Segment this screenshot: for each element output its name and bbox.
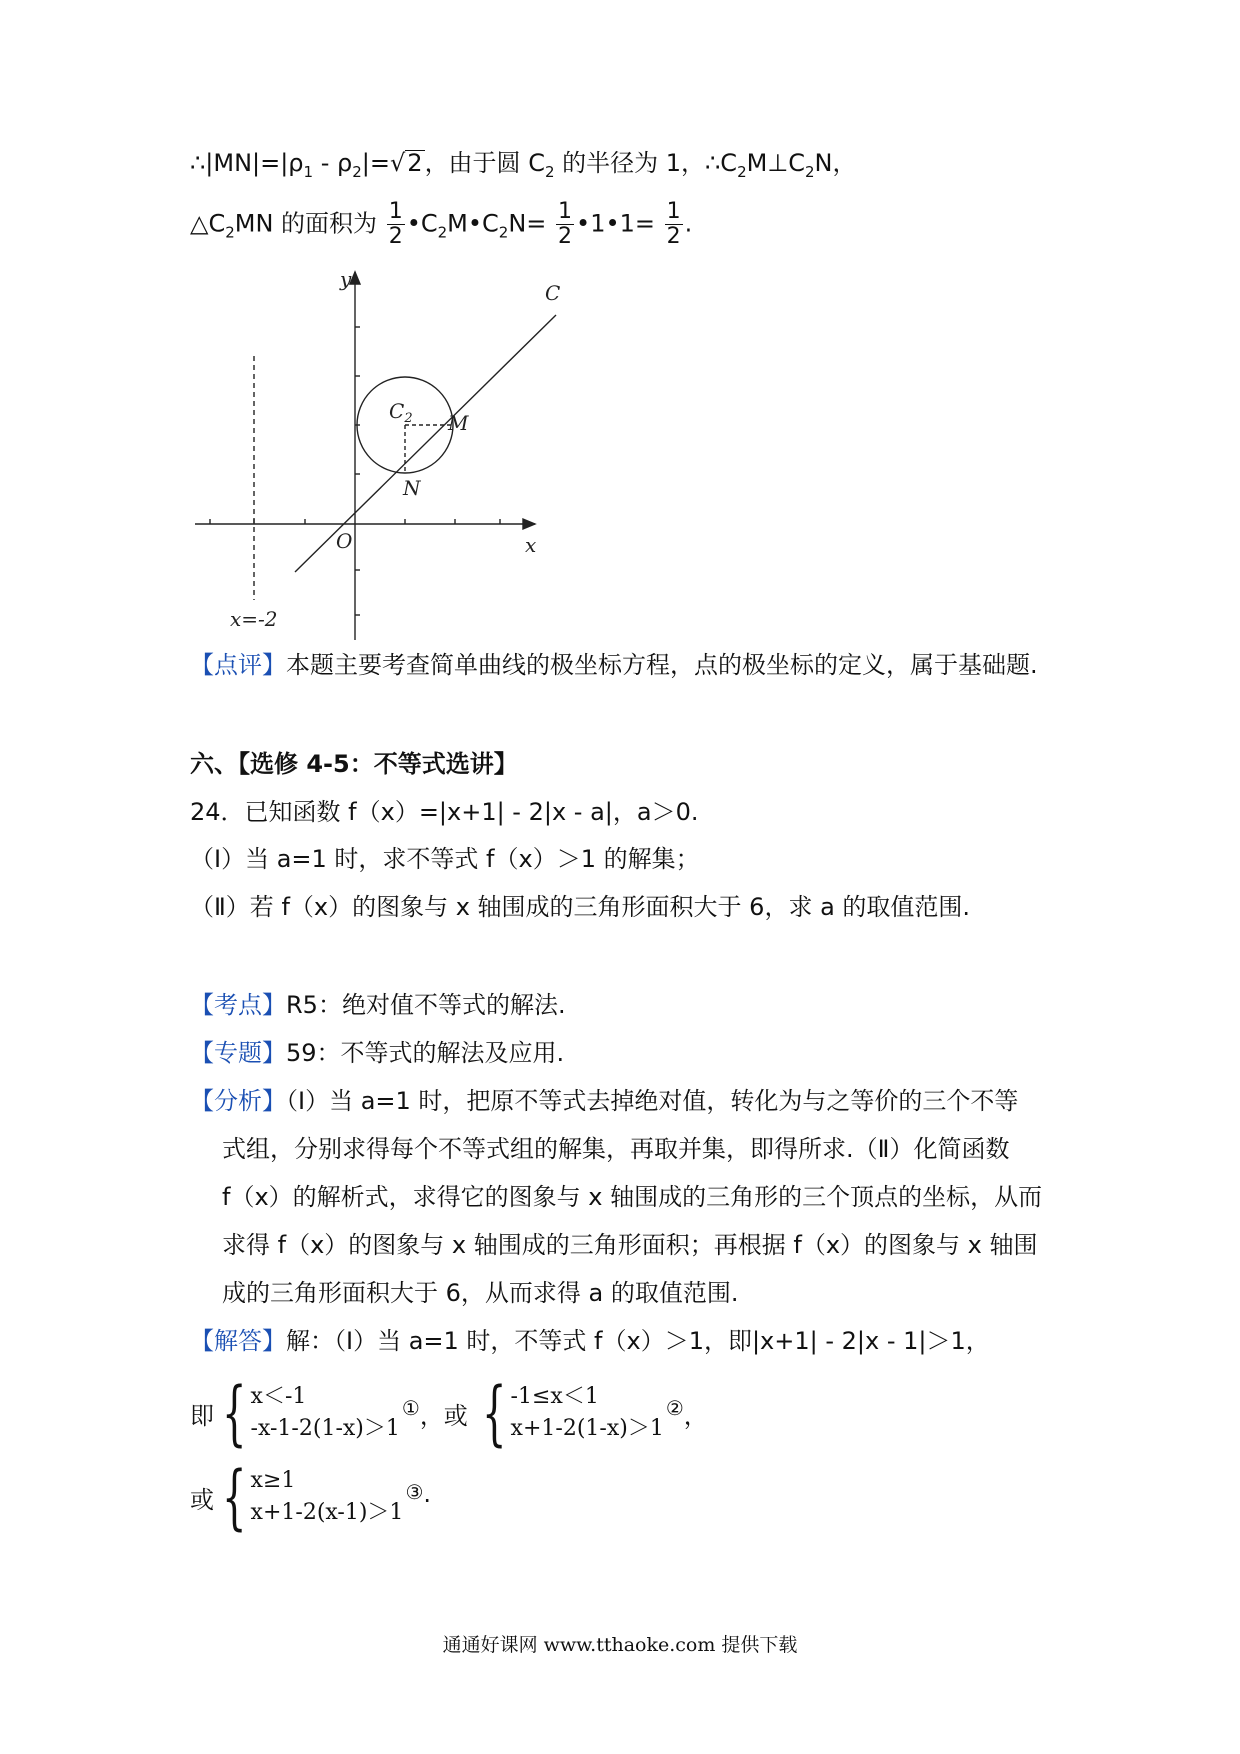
left-brace: { (222, 1372, 247, 1454)
kaodian-line: 【考点】R5：绝对值不等式的解法. (190, 991, 566, 1019)
page-footer: 通通好课网 www.tthaoke.com 提供下载 (442, 1634, 798, 1656)
area-line: $\triangle C_2MN$ 的面积为 $\frac{1}{2}$ $•C_2M•C_2N=$ $\frac{1}{2}$ •1•1= $\frac{1}{2}$ . (190, 199, 693, 249)
question-part-2: （Ⅱ）若 f（x）的图象与 x 轴围成的三角形面积大于 6，求 a 的取值范围. (190, 893, 971, 921)
left-brace: { (222, 1456, 247, 1538)
y-axis-arrow (350, 272, 360, 284)
fraction-half: $\frac{1}{2}$ (558, 199, 573, 249)
coordinate-figure (190, 270, 570, 650)
analysis-line-2: 式组，分别求得每个不等式组的解集，再取并集，即得所求.（Ⅱ）化简函数 (222, 1135, 1010, 1163)
solution-tag: 【解答】 (190, 1327, 286, 1355)
solution-line: 【解答】解：（Ⅰ）当 a=1 时，不等式 f（x）＞1，即|x+1| - 2|x - 1|＞1， (190, 1327, 990, 1355)
analysis-line-4: 求得 f（x）的图象与 x 轴围成的三角形面积；再根据 f（x）的图象与 x 轴围 (222, 1231, 1038, 1259)
fraction-half: $\frac{1}{2}$ (388, 199, 403, 249)
asymptote-label: x=-2 (230, 607, 278, 631)
center-label: $C_2$ (389, 399, 413, 426)
point-n-label: N (403, 476, 421, 500)
mn-length-line: $\therefore|MN|=|\rho_1 - \rho_2|=√2$，由于圆 $C_2$ 的半径为 1，$\therefore C_2M\perp C_2N$， (190, 149, 857, 181)
question-part-1: （Ⅰ）当 a=1 时，求不等式 f（x）＞1 的解集； (190, 845, 700, 873)
question-stem: 24．已知函数 f（x）=|x+1| - 2|x - a|，a＞0. (190, 798, 699, 826)
analysis-line-3: f（x）的解析式，求得它的图象与 x 轴围成的三角形的三个顶点的坐标，从而 (222, 1183, 1043, 1211)
left-brace: { (482, 1372, 507, 1454)
x-axis-arrow (523, 519, 535, 529)
kaodian-tag: 【考点】 (190, 991, 286, 1019)
inequality-system-1: 即 { x＜-1 -x-1-2(1-x)＞1 ① ，或 (190, 1372, 468, 1454)
sqrt-symbol: √ (389, 149, 406, 177)
x-axis-label: x (525, 533, 537, 557)
point-m-label: M (448, 411, 469, 435)
review-line: 【点评】本题主要考查简单曲线的极坐标方程，点的极坐标的定义，属于基础题. (190, 651, 1038, 679)
zhuanti-tag: 【专题】 (190, 1039, 286, 1067)
section-heading: 六、【选修 4-5：不等式选讲】 (190, 750, 518, 778)
y-axis-label: y (340, 270, 352, 291)
inequality-system-2: { -1≤x＜1 x+1-2(1-x)＞1 ② ， (482, 1372, 708, 1454)
y-ticks (355, 327, 360, 615)
review-tag: 【点评】 (190, 651, 286, 679)
fraction-half: $\frac{1}{2}$ (666, 199, 681, 249)
line-c (295, 315, 556, 572)
line-c-label: C (545, 281, 561, 305)
sqrt-radicand: 2 (407, 149, 423, 177)
analysis-tag: 【分析】 (190, 1087, 286, 1115)
origin-label: O (336, 529, 353, 553)
analysis-line-5: 成的三角形面积大于 6，从而求得 a 的取值范围. (222, 1279, 739, 1307)
analysis-line-1: 【分析】（Ⅰ）当 a=1 时，把原不等式去掉绝对值，转化为与之等价的三个不等 (190, 1087, 1019, 1115)
inequality-system-3: 或 { x≥1 x+1-2(x-1)＞1 ③ . (190, 1456, 432, 1538)
zhuanti-line: 【专题】59：不等式的解法及应用. (190, 1039, 565, 1067)
